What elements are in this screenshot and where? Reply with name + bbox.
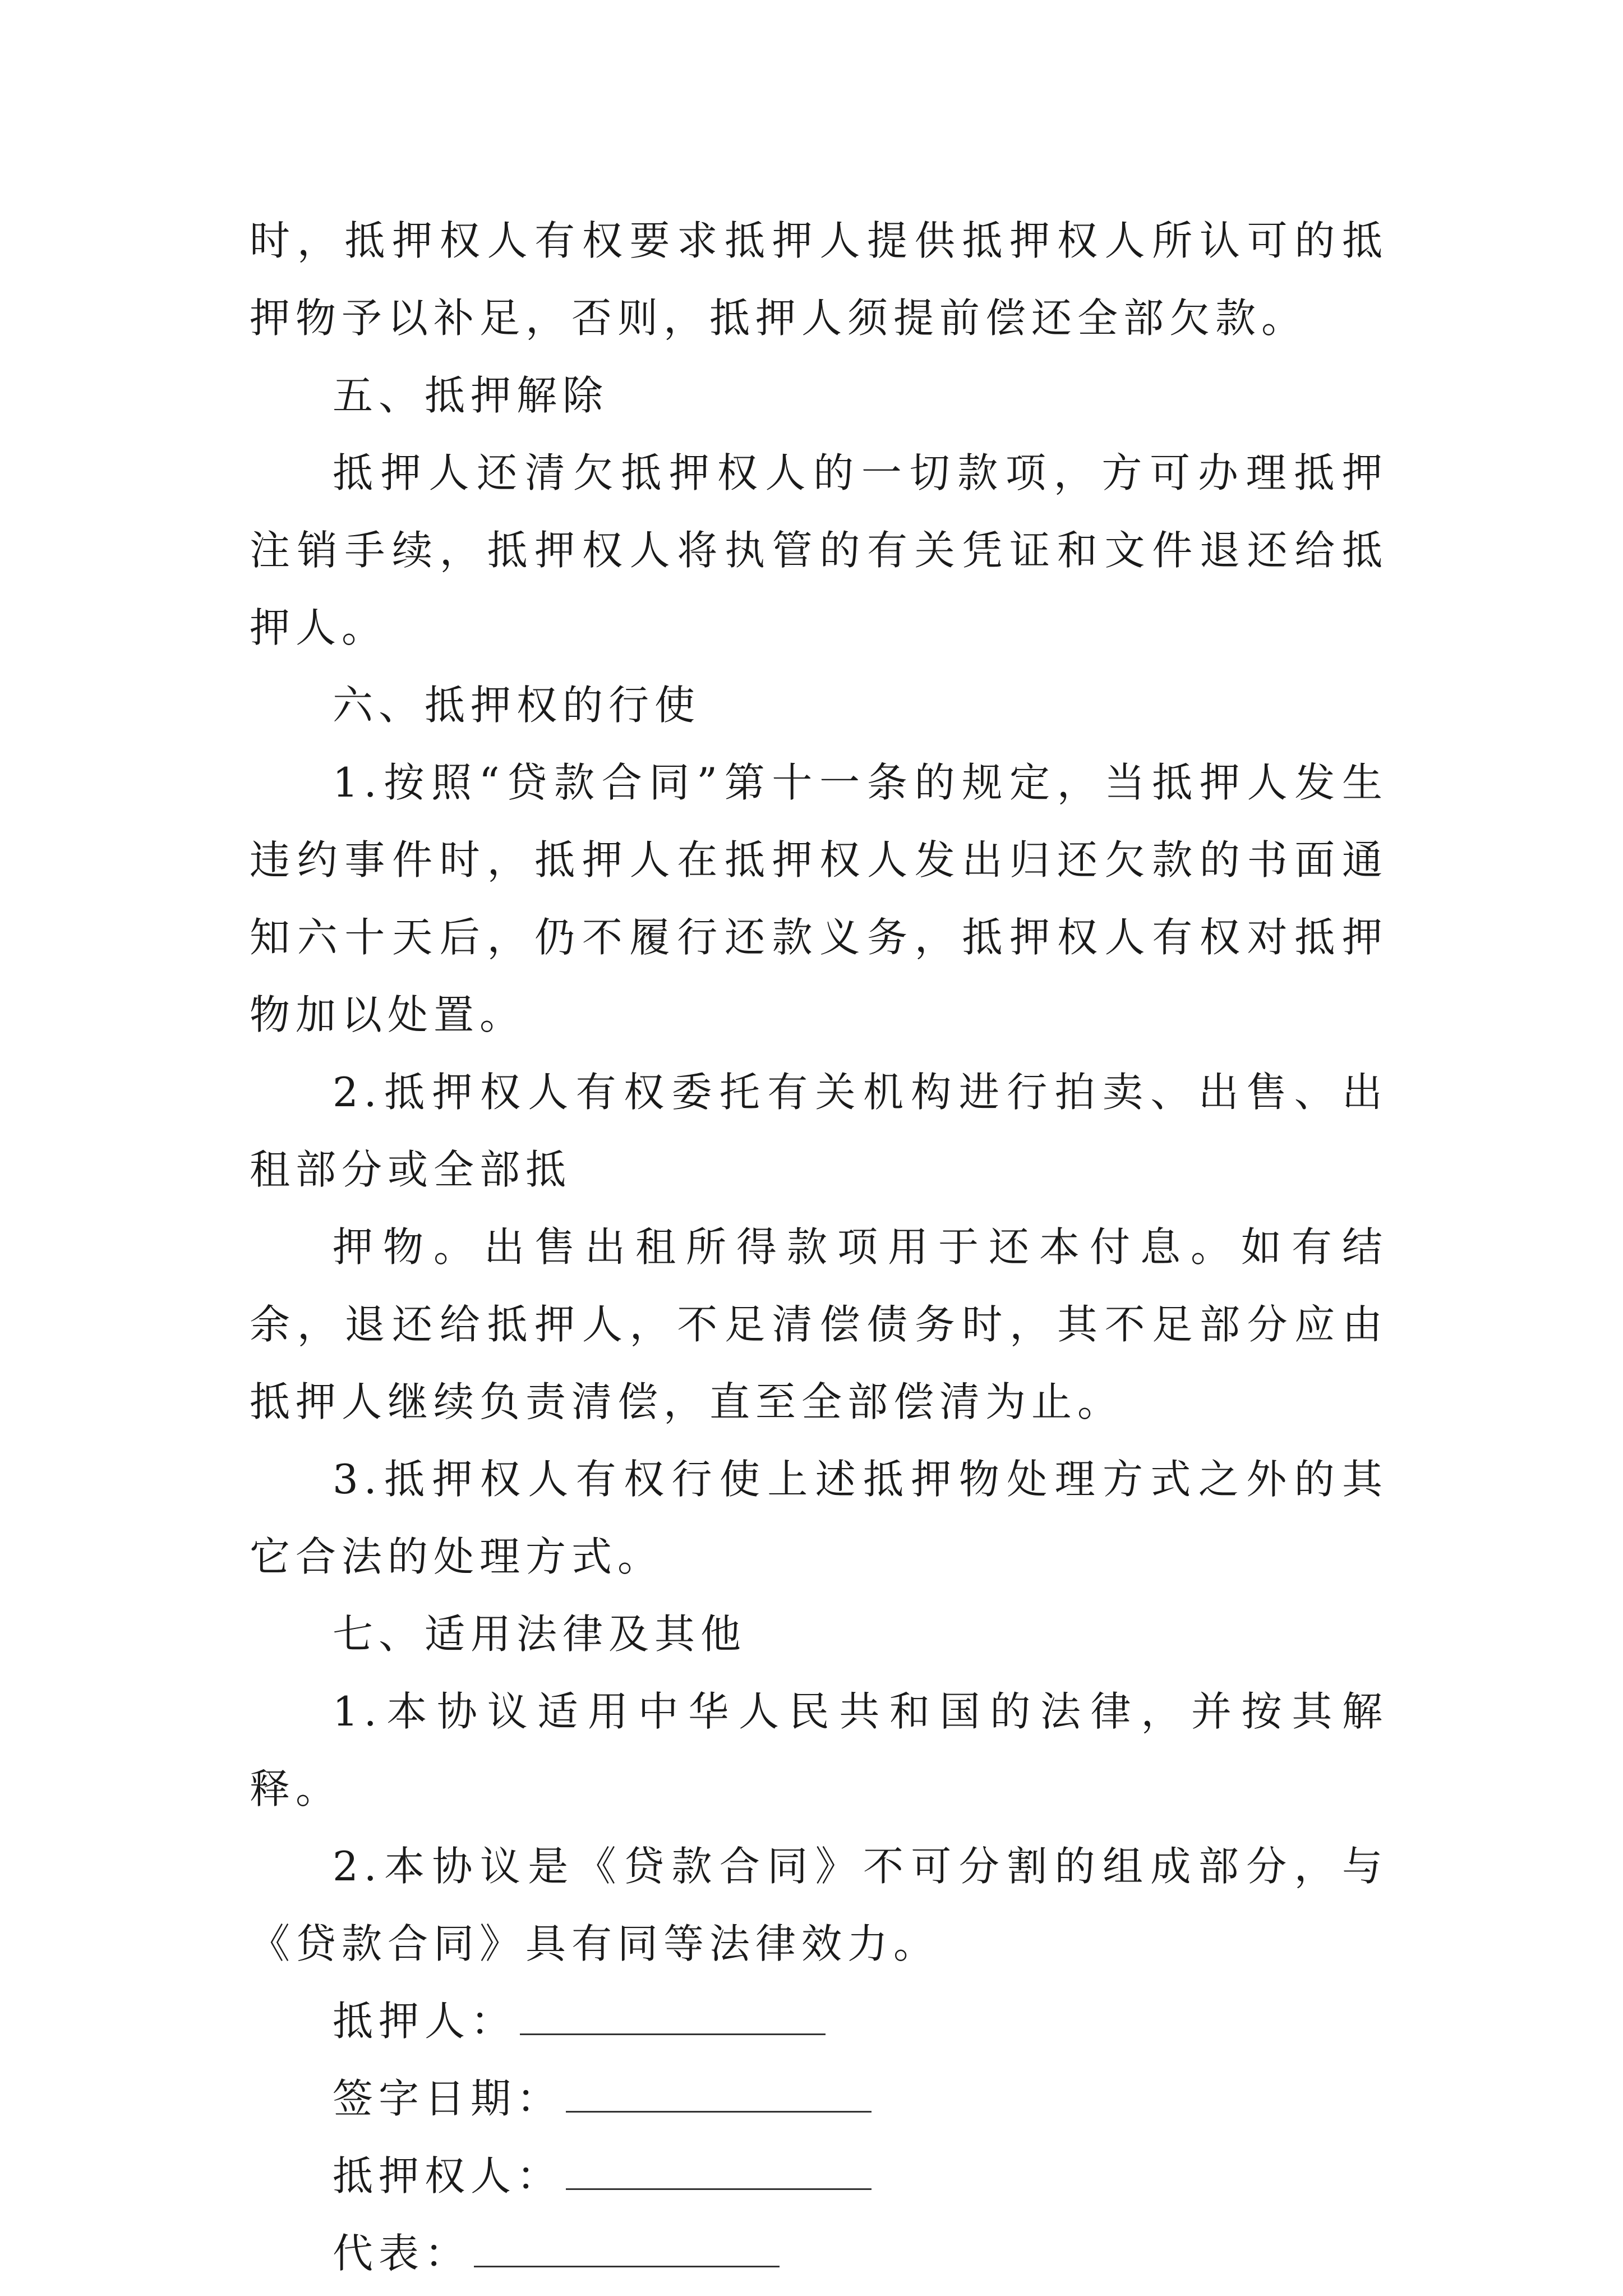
- paragraph-law-2: 2.本协议是《贷款合同》不可分割的组成部分，与《贷款合同》具有同等法律效力。: [250, 1843, 1388, 1967]
- paragraph-law-1: 1.本协议适用中华人民共和国的法律，并按其解释。: [250, 1688, 1388, 1812]
- paragraph-exercise-1: 1.按照“贷款合同”第十一条的规定，当抵押人发生违约事件时，抵押人在抵押权人发出归还欠款的书面通知六十天后，仍不履行还款义务，抵押权人有权对抵押物加以处置。: [250, 759, 1388, 1038]
- signature-mortgagor-blank: [520, 2033, 826, 2035]
- signature-date-label: 签字日期：: [333, 2075, 563, 2122]
- signature-representative-blank: [474, 2266, 780, 2267]
- document-body: [250, 202, 1388, 2292]
- paragraph-mortgage-supplement: 时，抵押权人有权要求抵押人提供抵押权人所认可的抵押物予以补足，否则，抵押人须提前偿还全部欠款。: [250, 217, 1388, 342]
- paragraph-exercise-2-continued: 押物。出售出租所得款项用于还本付息。如有结余，退还给抵押人，不足清偿债务时，其不足部分应由抵押人继续负责清偿，直至全部偿清为止。: [250, 1223, 1388, 1425]
- signature-mortgagor-label: 抵押人：: [333, 1998, 517, 2045]
- signature-representative-label: 代表：: [333, 2230, 471, 2277]
- paragraph-release: 抵押人还清欠抵押权人的一切款项，方可办理抵押注销手续，抵押权人将执管的有关凭证和文件退还给抵押人。: [250, 449, 1388, 651]
- signature-date: [250, 2060, 1388, 2137]
- signature-mortgagee-label: 抵押权人：: [333, 2152, 563, 2200]
- section-heading-applicable-law: 七、适用法律及其他: [333, 1611, 747, 1658]
- signature-mortgagor: [250, 1982, 1388, 2060]
- section-heading-release: 五、抵押解除: [333, 372, 609, 419]
- signature-mortgagee-blank: [566, 2188, 872, 2190]
- signature-mortgagee: [250, 2137, 1388, 2215]
- signature-representative: [250, 2215, 1388, 2292]
- paragraph-exercise-3: 3.抵押权人有权行使上述抵押物处理方式之外的其它合法的处理方式。: [250, 1456, 1388, 1580]
- paragraph-exercise-2: 2.抵押权人有权委托有关机构进行拍卖、出售、出租部分或全部抵: [250, 1069, 1388, 1193]
- section-heading-exercise: 六、抵押权的行使: [333, 682, 701, 729]
- signature-date-blank: [566, 2111, 872, 2113]
